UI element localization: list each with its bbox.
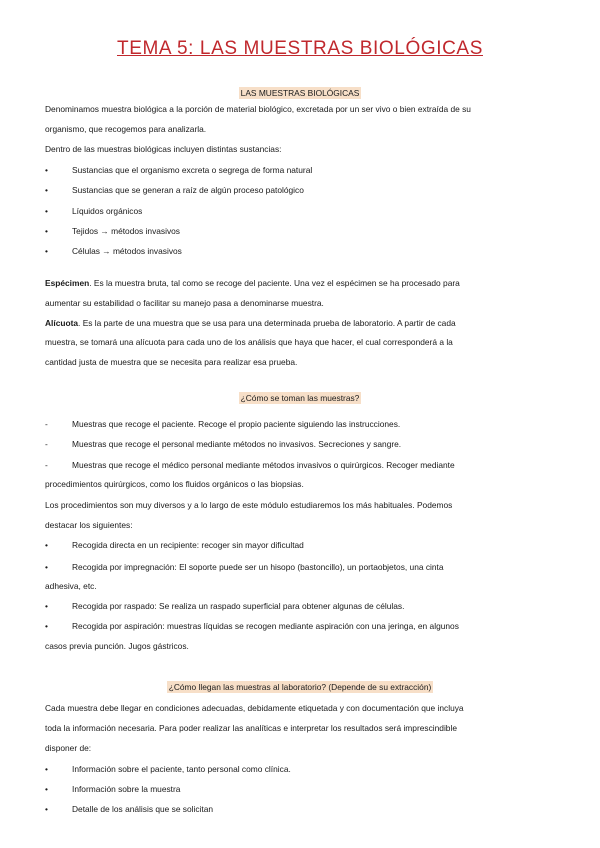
- dash-marker: -: [45, 419, 48, 429]
- list-item: Muestras que recoge el médico personal mediante métodos invasivos o quirúrgicos. Recoger mediante: [72, 460, 455, 470]
- list-item: Muestras que recoge el paciente. Recoge el propio paciente siguiendo las instrucciones.: [72, 419, 401, 429]
- paragraph-line: procedimientos quirúrgicos, como los fluidos orgánicos o las biopsias.: [45, 479, 304, 489]
- paragraph-line: aumentar su estabilidad o facilitar su manejo pasa a denominarse muestra.: [45, 298, 324, 308]
- bullet-marker: •: [45, 226, 48, 236]
- especimen-definition: Espécimen. Es la muestra bruta, tal como se recoge del paciente. Una vez el espécimen se ha procesado para: [45, 278, 460, 288]
- list-item: Recogida directa en un recipiente: recoger sin mayor dificultad: [72, 540, 304, 550]
- paragraph-line: disponer de:: [45, 743, 92, 753]
- alicuota-definition: Alícuota. Es la parte de una muestra que se usa para una determinada prueba de laboratorio. A partir de cada: [45, 318, 456, 328]
- bullet-marker: •: [45, 562, 48, 572]
- bullet-marker: •: [45, 206, 48, 216]
- bullet-marker: •: [45, 185, 48, 195]
- list-item: Recogida por impregnación: El soporte puede ser un hisopo (bastoncillo), un portaobjetos, una cinta: [72, 562, 444, 572]
- bullet-marker: •: [45, 165, 48, 175]
- paragraph-line: Denominamos muestra biológica a la porción de material biológico, excretada por un ser vivo o bien extraída de su: [45, 104, 471, 114]
- list-item: Sustancias que el organismo excreta o segrega de forma natural: [72, 165, 313, 175]
- section-heading-como-se-toman: ¿Cómo se toman las muestras?: [240, 393, 360, 403]
- paragraph-line: organismo, que recogemos para analizarla.: [45, 124, 207, 134]
- paragraph-line: Los procedimientos son muy diversos y a lo largo de este módulo estudiaremos los más habituales. Podemos: [45, 500, 453, 510]
- alicuota-term: Alícuota: [45, 318, 79, 328]
- section-heading-como-llegan: ¿Cómo llegan las muestras al laboratorio? (Depende de su extracción): [168, 682, 432, 692]
- paragraph-line: adhesiva, etc.: [45, 581, 97, 591]
- paragraph-line: muestra, se tomará una alícuota para cada uno de los análisis que haya que hacer, el cual corresponderá a la: [45, 337, 453, 347]
- list-item: Información sobre el paciente, tanto personal como clínica.: [72, 764, 291, 774]
- especimen-term: Espécimen: [45, 278, 90, 288]
- bullet-marker: •: [45, 804, 48, 814]
- list-item: Información sobre la muestra: [72, 784, 181, 794]
- bullet-marker: •: [45, 621, 48, 631]
- bullet-marker: •: [45, 784, 48, 794]
- dash-marker: -: [45, 439, 48, 449]
- paragraph-line: cantidad justa de muestra que se necesita para realizar esa prueba.: [45, 357, 298, 367]
- list-item: Sustancias que se generan a raíz de algún proceso patológico: [72, 185, 304, 195]
- paragraph-line: casos previa punción. Jugos gástricos.: [45, 641, 189, 651]
- bullet-marker: •: [45, 764, 48, 774]
- bullet-marker: •: [45, 601, 48, 611]
- list-item: Muestras que recoge el personal mediante métodos no invasivos. Secreciones y sangre.: [72, 439, 402, 449]
- list-item: Líquidos orgánicos: [72, 206, 143, 216]
- list-item: Detalle de los análisis que se solicitan: [72, 804, 214, 814]
- paragraph-line: destacar los siguientes:: [45, 520, 133, 530]
- dash-marker: -: [45, 460, 48, 470]
- list-item: Células → métodos invasivos: [72, 246, 182, 256]
- paragraph-line: Cada muestra debe llegar en condiciones adecuadas, debidamente etiquetada y con documentación que incluya: [45, 703, 464, 713]
- paragraph-line: Dentro de las muestras biológicas incluyen distintas sustancias:: [45, 144, 282, 154]
- list-item: Tejidos → métodos invasivos: [72, 226, 180, 236]
- bullet-marker: •: [45, 540, 48, 550]
- section-heading-muestras: LAS MUESTRAS BIOLÓGICAS: [240, 88, 360, 98]
- page-title: TEMA 5: LAS MUESTRAS BIOLÓGICAS: [117, 38, 483, 59]
- list-item: Recogida por raspado: Se realiza un raspado superficial para obtener algunas de células.: [72, 601, 405, 611]
- bullet-marker: •: [45, 246, 48, 256]
- paragraph-line: toda la información necesaria. Para poder realizar las analíticas e interpretar los resultados será imprescindible: [45, 723, 457, 733]
- list-item: Recogida por aspiración: muestras líquidas se recogen mediante aspiración con una jeringa, en algunos: [72, 621, 459, 631]
